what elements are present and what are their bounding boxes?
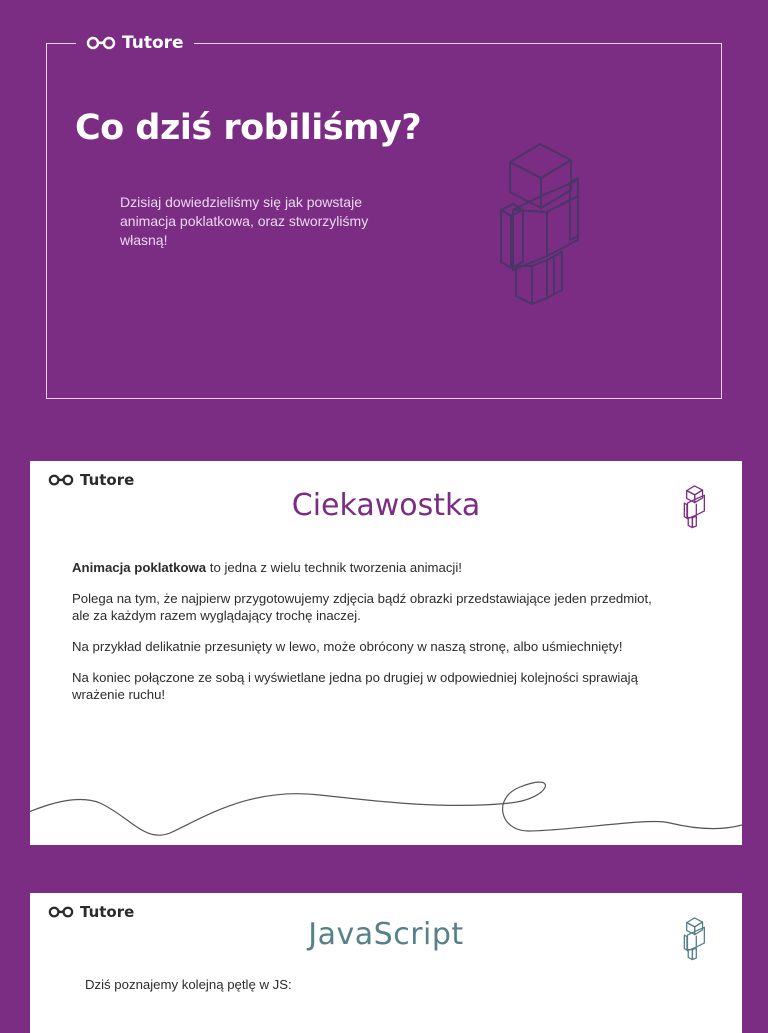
brand-name: Tutore xyxy=(80,471,135,489)
brand-name: Tutore xyxy=(80,903,135,921)
robot-icon xyxy=(492,140,592,310)
slide1-logo xyxy=(76,30,194,56)
paragraph: Na koniec połączone ze sobą i wyświetlane jedna po drugiej w odpowiedniej kolejności sprawiają wrażenie ruchu! xyxy=(72,670,638,702)
slide2-card xyxy=(30,461,742,845)
slide3-title: JavaScript xyxy=(308,917,464,952)
brand-name: Tutore xyxy=(122,33,184,53)
slide1-title: Co dziś robiliśmy? xyxy=(75,108,422,148)
slide1-text: Dzisiaj dowiedzieliśmy się jak powstaje animacja poklatkowa, oraz stworzyliśmy własną! xyxy=(120,194,369,248)
slide3-text: Dziś poznajemy kolejną pętlę w JS: xyxy=(85,977,292,992)
slide2-title: Ciekawostka xyxy=(291,488,481,523)
slide3-card xyxy=(30,893,742,1033)
paragraph: Na przykład delikatnie przesunięty w lewo, może obrócony w naszą stronę, albo uśmiechnięty! xyxy=(72,639,623,654)
term-highlight: Animacja poklatkowa xyxy=(72,560,207,575)
tutore-logo-icon xyxy=(86,36,116,50)
robot-icon xyxy=(682,915,708,963)
paragraph: Animacja poklatkowa to jedna z wielu technik tworzenia animacji! xyxy=(72,560,462,575)
paragraph: Polega na tym, że najpierw przygotowujemy zdjęcia bądź obrazki przedstawiające jeden przedmiot, ale za każdym razem wyglądający trochę inaczej. xyxy=(72,591,652,623)
decorative-wave-line xyxy=(30,461,742,845)
